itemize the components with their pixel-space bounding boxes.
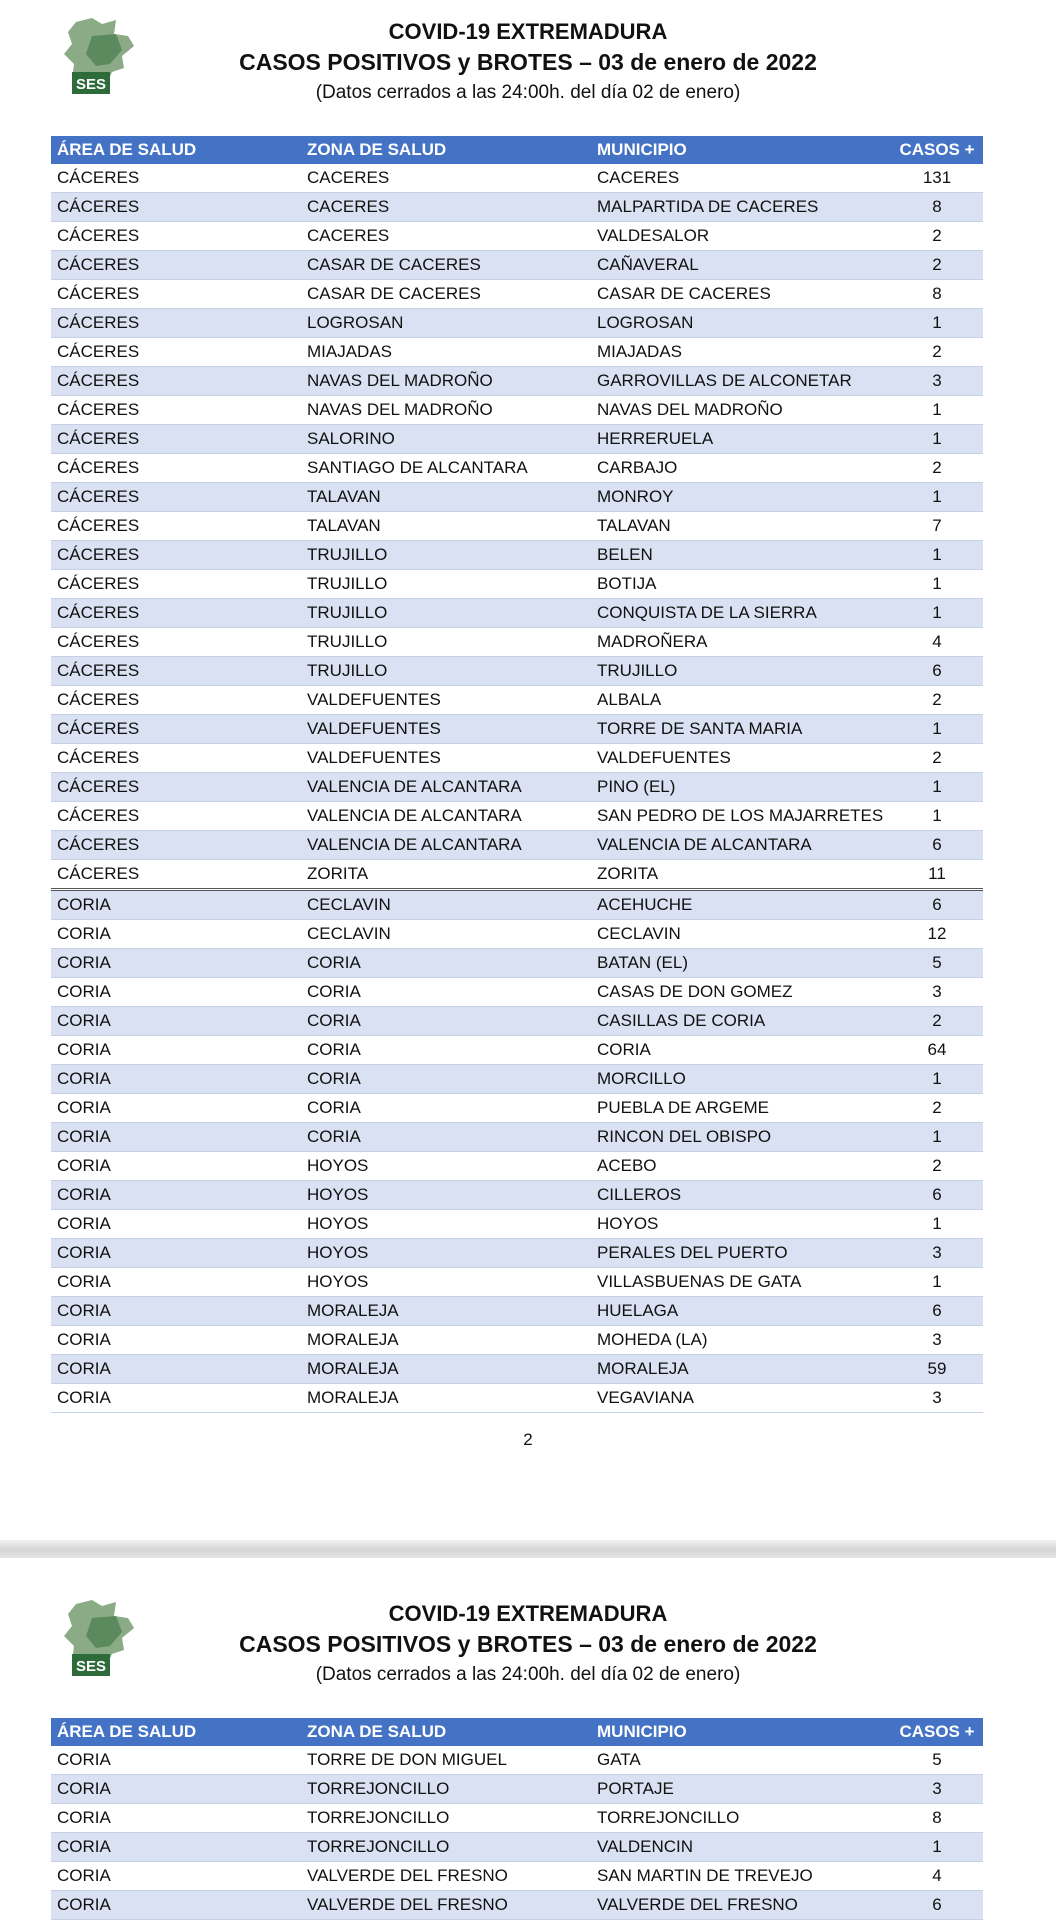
cell-municipio: PINO (EL) bbox=[591, 773, 891, 802]
table-row bbox=[51, 425, 983, 454]
cell-zona: CACERES bbox=[301, 164, 591, 193]
cell-zona: VALENCIA DE ALCANTARA bbox=[301, 802, 591, 831]
cell-area: CORIA bbox=[51, 1239, 301, 1268]
cell-casos: 4 bbox=[891, 628, 983, 657]
cell-zona: TORREJONCILLO bbox=[301, 1804, 591, 1833]
cell-area: CORIA bbox=[51, 1833, 301, 1862]
cell-municipio: MALPARTIDA DE CACERES bbox=[591, 193, 891, 222]
cell-zona: CORIA bbox=[301, 949, 591, 978]
table-row bbox=[51, 454, 983, 483]
cell-municipio: MONROY bbox=[591, 483, 891, 512]
column-header-casos: CASOS + bbox=[891, 1718, 983, 1746]
cell-area: CORIA bbox=[51, 1297, 301, 1326]
table-row bbox=[51, 251, 983, 280]
table-header-row bbox=[51, 1718, 983, 1746]
cell-zona: HOYOS bbox=[301, 1181, 591, 1210]
cell-municipio: MORCILLO bbox=[591, 1065, 891, 1094]
cell-zona: TRUJILLO bbox=[301, 628, 591, 657]
cell-zona: TALAVAN bbox=[301, 512, 591, 541]
cell-casos: 6 bbox=[891, 1891, 983, 1920]
cell-area: CÁCERES bbox=[51, 367, 301, 396]
table-row bbox=[51, 1355, 983, 1384]
cell-municipio: TORRE DE SANTA MARIA bbox=[591, 715, 891, 744]
cell-zona: HOYOS bbox=[301, 1239, 591, 1268]
cell-casos: 8 bbox=[891, 1804, 983, 1833]
cell-municipio: CONQUISTA DE LA SIERRA bbox=[591, 599, 891, 628]
cell-area: CÁCERES bbox=[51, 338, 301, 367]
cell-area: CORIA bbox=[51, 1862, 301, 1891]
cell-area: CÁCERES bbox=[51, 686, 301, 715]
table-header-row bbox=[51, 136, 983, 164]
cases-table bbox=[51, 136, 983, 1413]
table-row bbox=[51, 1094, 983, 1123]
cell-casos: 11 bbox=[891, 860, 983, 890]
table-row bbox=[51, 1210, 983, 1239]
table-row bbox=[51, 1268, 983, 1297]
cell-casos: 1 bbox=[891, 1123, 983, 1152]
cell-zona: TRUJILLO bbox=[301, 570, 591, 599]
table-row bbox=[51, 599, 983, 628]
cell-zona: CECLAVIN bbox=[301, 890, 591, 920]
cell-area: CORIA bbox=[51, 1094, 301, 1123]
cell-zona: VALDEFUENTES bbox=[301, 744, 591, 773]
cell-area: CÁCERES bbox=[51, 512, 301, 541]
table-row bbox=[51, 949, 983, 978]
column-header-zona: ZONA DE SALUD bbox=[301, 1718, 591, 1746]
page-title: COVID-19 EXTREMADURA bbox=[388, 19, 668, 44]
cell-zona: VALVERDE DEL FRESNO bbox=[301, 1891, 591, 1920]
table-row bbox=[51, 1007, 983, 1036]
cell-casos: 3 bbox=[891, 1239, 983, 1268]
cell-casos: 4 bbox=[891, 1862, 983, 1891]
cell-area: CÁCERES bbox=[51, 251, 301, 280]
cell-zona: CORIA bbox=[301, 1036, 591, 1065]
table-row bbox=[51, 1891, 983, 1920]
cell-casos: 6 bbox=[891, 1181, 983, 1210]
cell-casos: 59 bbox=[891, 1355, 983, 1384]
cell-zona: CECLAVIN bbox=[301, 920, 591, 949]
cell-municipio: SAN MARTIN DE TREVEJO bbox=[591, 1862, 891, 1891]
cell-casos: 1 bbox=[891, 309, 983, 338]
table-row bbox=[51, 367, 983, 396]
cell-municipio: GARROVILLAS DE ALCONETAR bbox=[591, 367, 891, 396]
cell-zona: CASAR DE CACERES bbox=[301, 280, 591, 309]
cell-zona: TORRE DE DON MIGUEL bbox=[301, 1746, 591, 1775]
cell-zona: MORALEJA bbox=[301, 1297, 591, 1326]
cell-casos: 6 bbox=[891, 657, 983, 686]
cell-zona: HOYOS bbox=[301, 1268, 591, 1297]
table-row bbox=[51, 920, 983, 949]
cell-area: CÁCERES bbox=[51, 454, 301, 483]
cell-municipio: VALDEFUENTES bbox=[591, 744, 891, 773]
cell-municipio: TALAVAN bbox=[591, 512, 891, 541]
cell-casos: 5 bbox=[891, 949, 983, 978]
table-row bbox=[51, 222, 983, 251]
cell-casos: 2 bbox=[891, 251, 983, 280]
cell-casos: 3 bbox=[891, 367, 983, 396]
cell-area: CÁCERES bbox=[51, 164, 301, 193]
cell-municipio: PUEBLA DE ARGEME bbox=[591, 1094, 891, 1123]
cell-casos: 7 bbox=[891, 512, 983, 541]
cell-zona: LOGROSAN bbox=[301, 309, 591, 338]
table-row bbox=[51, 396, 983, 425]
cell-casos: 1 bbox=[891, 396, 983, 425]
cell-area: CÁCERES bbox=[51, 483, 301, 512]
cell-municipio: BOTIJA bbox=[591, 570, 891, 599]
cell-zona: SALORINO bbox=[301, 425, 591, 454]
cell-municipio: VALVERDE DEL FRESNO bbox=[591, 1891, 891, 1920]
table-row bbox=[51, 686, 983, 715]
column-header-zona: ZONA DE SALUD bbox=[301, 136, 591, 164]
column-header-municipio: MUNICIPIO bbox=[591, 1718, 891, 1746]
table-row bbox=[51, 1804, 983, 1833]
table-row bbox=[51, 744, 983, 773]
cell-zona: HOYOS bbox=[301, 1210, 591, 1239]
cell-casos: 2 bbox=[891, 222, 983, 251]
cell-casos: 6 bbox=[891, 1297, 983, 1326]
cell-area: CÁCERES bbox=[51, 570, 301, 599]
cell-zona: MORALEJA bbox=[301, 1384, 591, 1413]
column-header-area: ÁREA DE SALUD bbox=[51, 1718, 301, 1746]
cell-municipio: HUELAGA bbox=[591, 1297, 891, 1326]
cell-municipio: BELEN bbox=[591, 541, 891, 570]
cell-zona: MIAJADAS bbox=[301, 338, 591, 367]
cell-casos: 12 bbox=[891, 920, 983, 949]
cell-area: CORIA bbox=[51, 1775, 301, 1804]
table-row bbox=[51, 483, 983, 512]
cell-casos: 2 bbox=[891, 454, 983, 483]
cell-casos: 2 bbox=[891, 744, 983, 773]
table-row bbox=[51, 802, 983, 831]
cell-zona: TRUJILLO bbox=[301, 599, 591, 628]
cell-area: CORIA bbox=[51, 1355, 301, 1384]
page-subtitle: CASOS POSITIVOS y BROTES – 03 de enero de 2022 bbox=[239, 1631, 817, 1657]
page-header bbox=[0, 16, 1056, 108]
cell-municipio: BATAN (EL) bbox=[591, 949, 891, 978]
cell-casos: 1 bbox=[891, 570, 983, 599]
cell-zona: CACERES bbox=[301, 222, 591, 251]
table-row bbox=[51, 831, 983, 860]
cell-municipio: CASAR DE CACERES bbox=[591, 280, 891, 309]
table-row bbox=[51, 1833, 983, 1862]
cell-casos: 1 bbox=[891, 425, 983, 454]
cell-casos: 1 bbox=[891, 541, 983, 570]
cell-municipio: MOHEDA (LA) bbox=[591, 1326, 891, 1355]
cell-area: CORIA bbox=[51, 1746, 301, 1775]
table-row bbox=[51, 512, 983, 541]
page-note: (Datos cerrados a las 24:00h. del día 02 de enero) bbox=[315, 1664, 741, 1685]
cell-area: CÁCERES bbox=[51, 657, 301, 686]
cell-casos: 6 bbox=[891, 890, 983, 920]
cases-table bbox=[51, 1718, 983, 1920]
cell-area: CORIA bbox=[51, 1123, 301, 1152]
cell-municipio: HERRERUELA bbox=[591, 425, 891, 454]
cell-zona: TORREJONCILLO bbox=[301, 1775, 591, 1804]
table-row bbox=[51, 309, 983, 338]
cell-casos: 131 bbox=[891, 164, 983, 193]
table-row bbox=[51, 1123, 983, 1152]
cell-casos: 3 bbox=[891, 1384, 983, 1413]
cell-zona: TORREJONCILLO bbox=[301, 1833, 591, 1862]
table-row bbox=[51, 1746, 983, 1775]
table-row bbox=[51, 164, 983, 193]
cell-area: CORIA bbox=[51, 1326, 301, 1355]
cell-municipio: VALDESALOR bbox=[591, 222, 891, 251]
cell-area: CÁCERES bbox=[51, 860, 301, 890]
cell-casos: 1 bbox=[891, 1268, 983, 1297]
table-row bbox=[51, 1152, 983, 1181]
cell-casos: 1 bbox=[891, 773, 983, 802]
cell-zona: NAVAS DEL MADROÑO bbox=[301, 367, 591, 396]
table-row bbox=[51, 860, 983, 890]
table-row bbox=[51, 280, 983, 309]
cell-municipio: CACERES bbox=[591, 164, 891, 193]
cell-municipio: VALDENCIN bbox=[591, 1833, 891, 1862]
cell-municipio: TRUJILLO bbox=[591, 657, 891, 686]
cell-zona: TALAVAN bbox=[301, 483, 591, 512]
cell-municipio: TORREJONCILLO bbox=[591, 1804, 891, 1833]
cell-area: CORIA bbox=[51, 1804, 301, 1833]
cell-casos: 1 bbox=[891, 802, 983, 831]
cell-casos: 3 bbox=[891, 978, 983, 1007]
table-row bbox=[51, 1036, 983, 1065]
cell-zona: HOYOS bbox=[301, 1152, 591, 1181]
table-row bbox=[51, 1181, 983, 1210]
cell-casos: 1 bbox=[891, 599, 983, 628]
cell-casos: 2 bbox=[891, 1094, 983, 1123]
cell-municipio: PERALES DEL PUERTO bbox=[591, 1239, 891, 1268]
cell-casos: 1 bbox=[891, 1833, 983, 1862]
table-row bbox=[51, 1326, 983, 1355]
cell-casos: 3 bbox=[891, 1775, 983, 1804]
cell-area: CÁCERES bbox=[51, 715, 301, 744]
cell-area: CORIA bbox=[51, 1007, 301, 1036]
cell-municipio: VALENCIA DE ALCANTARA bbox=[591, 831, 891, 860]
table-row bbox=[51, 1297, 983, 1326]
cell-municipio: CILLEROS bbox=[591, 1181, 891, 1210]
page-gap bbox=[0, 1540, 1056, 1558]
cell-municipio: RINCON DEL OBISPO bbox=[591, 1123, 891, 1152]
cell-casos: 2 bbox=[891, 1007, 983, 1036]
cell-area: CÁCERES bbox=[51, 541, 301, 570]
cell-municipio: SAN PEDRO DE LOS MAJARRETES bbox=[591, 802, 891, 831]
cell-casos: 1 bbox=[891, 1065, 983, 1094]
cell-area: CORIA bbox=[51, 1036, 301, 1065]
cell-zona: CORIA bbox=[301, 978, 591, 1007]
cell-casos: 2 bbox=[891, 686, 983, 715]
cell-casos: 64 bbox=[891, 1036, 983, 1065]
logo-text: SES bbox=[75, 1658, 107, 1675]
cell-municipio: MADROÑERA bbox=[591, 628, 891, 657]
table-row bbox=[51, 1862, 983, 1891]
cell-area: CORIA bbox=[51, 978, 301, 1007]
cell-municipio: CASILLAS DE CORIA bbox=[591, 1007, 891, 1036]
page-note: (Datos cerrados a las 24:00h. del día 02 de enero) bbox=[315, 82, 741, 103]
cell-area: CORIA bbox=[51, 949, 301, 978]
cell-zona: CORIA bbox=[301, 1123, 591, 1152]
cell-area: CÁCERES bbox=[51, 396, 301, 425]
cell-zona: TRUJILLO bbox=[301, 657, 591, 686]
table-row bbox=[51, 1239, 983, 1268]
cell-zona: CASAR DE CACERES bbox=[301, 251, 591, 280]
cell-municipio: MIAJADAS bbox=[591, 338, 891, 367]
cell-zona: VALENCIA DE ALCANTARA bbox=[301, 831, 591, 860]
cell-area: CORIA bbox=[51, 890, 301, 920]
cell-municipio: VILLASBUENAS DE GATA bbox=[591, 1268, 891, 1297]
cell-zona: VALVERDE DEL FRESNO bbox=[301, 1862, 591, 1891]
cell-area: CORIA bbox=[51, 1210, 301, 1239]
cell-area: CÁCERES bbox=[51, 802, 301, 831]
cell-zona: VALDEFUENTES bbox=[301, 686, 591, 715]
cell-casos: 3 bbox=[891, 1326, 983, 1355]
cell-municipio: ZORITA bbox=[591, 860, 891, 890]
table-row bbox=[51, 628, 983, 657]
cell-municipio: CORIA bbox=[591, 1036, 891, 1065]
table-row bbox=[51, 1384, 983, 1413]
cell-area: CÁCERES bbox=[51, 309, 301, 338]
cell-municipio: HOYOS bbox=[591, 1210, 891, 1239]
cell-municipio: CAÑAVERAL bbox=[591, 251, 891, 280]
cell-municipio: GATA bbox=[591, 1746, 891, 1775]
page-subtitle: CASOS POSITIVOS y BROTES – 03 de enero de 2022 bbox=[239, 49, 817, 75]
cell-zona: CORIA bbox=[301, 1094, 591, 1123]
table-row bbox=[51, 338, 983, 367]
table-row bbox=[51, 1775, 983, 1804]
cell-municipio: PORTAJE bbox=[591, 1775, 891, 1804]
cell-municipio: ACEHUCHE bbox=[591, 890, 891, 920]
table-row bbox=[51, 193, 983, 222]
cell-area: CÁCERES bbox=[51, 628, 301, 657]
cell-zona: MORALEJA bbox=[301, 1355, 591, 1384]
cell-area: CÁCERES bbox=[51, 831, 301, 860]
cell-area: CÁCERES bbox=[51, 773, 301, 802]
cell-area: CORIA bbox=[51, 1152, 301, 1181]
cell-zona: ZORITA bbox=[301, 860, 591, 890]
cell-municipio: MORALEJA bbox=[591, 1355, 891, 1384]
cell-casos: 1 bbox=[891, 715, 983, 744]
cell-zona: CORIA bbox=[301, 1007, 591, 1036]
cell-area: CORIA bbox=[51, 1384, 301, 1413]
cell-municipio: VEGAVIANA bbox=[591, 1384, 891, 1413]
cell-casos: 6 bbox=[891, 831, 983, 860]
cell-casos: 8 bbox=[891, 280, 983, 309]
page-header bbox=[0, 1598, 1056, 1690]
cell-zona: NAVAS DEL MADROÑO bbox=[301, 396, 591, 425]
cell-zona: TRUJILLO bbox=[301, 541, 591, 570]
cell-area: CÁCERES bbox=[51, 744, 301, 773]
cell-zona: SANTIAGO DE ALCANTARA bbox=[301, 454, 591, 483]
column-header-casos: CASOS + bbox=[891, 136, 983, 164]
table-row bbox=[51, 773, 983, 802]
column-header-area: ÁREA DE SALUD bbox=[51, 136, 301, 164]
table-row bbox=[51, 1065, 983, 1094]
logo-text: SES bbox=[75, 76, 107, 93]
cell-area: CÁCERES bbox=[51, 425, 301, 454]
cell-zona: CACERES bbox=[301, 193, 591, 222]
table-row bbox=[51, 890, 983, 920]
table-row bbox=[51, 657, 983, 686]
cell-zona: VALENCIA DE ALCANTARA bbox=[301, 773, 591, 802]
table-row bbox=[51, 978, 983, 1007]
cell-area: CÁCERES bbox=[51, 193, 301, 222]
cell-zona: VALDEFUENTES bbox=[301, 715, 591, 744]
cell-municipio: CASAS DE DON GOMEZ bbox=[591, 978, 891, 1007]
cell-zona: CORIA bbox=[301, 1065, 591, 1094]
cell-municipio: ACEBO bbox=[591, 1152, 891, 1181]
cell-area: CORIA bbox=[51, 1181, 301, 1210]
page-number: 2 bbox=[523, 1430, 533, 1449]
cell-casos: 5 bbox=[891, 1746, 983, 1775]
table-row bbox=[51, 541, 983, 570]
cell-area: CORIA bbox=[51, 920, 301, 949]
cell-area: CÁCERES bbox=[51, 599, 301, 628]
cell-area: CÁCERES bbox=[51, 280, 301, 309]
cell-area: CORIA bbox=[51, 1065, 301, 1094]
table-row bbox=[51, 570, 983, 599]
cell-casos: 1 bbox=[891, 1210, 983, 1239]
cell-zona: MORALEJA bbox=[301, 1326, 591, 1355]
cell-casos: 1 bbox=[891, 483, 983, 512]
cell-municipio: CARBAJO bbox=[591, 454, 891, 483]
cell-municipio: ALBALA bbox=[591, 686, 891, 715]
cell-area: CORIA bbox=[51, 1268, 301, 1297]
column-header-municipio: MUNICIPIO bbox=[591, 136, 891, 164]
table-row bbox=[51, 715, 983, 744]
cell-municipio: LOGROSAN bbox=[591, 309, 891, 338]
cell-municipio: NAVAS DEL MADROÑO bbox=[591, 396, 891, 425]
cell-casos: 2 bbox=[891, 1152, 983, 1181]
cell-casos: 2 bbox=[891, 338, 983, 367]
cell-casos: 8 bbox=[891, 193, 983, 222]
cell-area: CÁCERES bbox=[51, 222, 301, 251]
page-title: COVID-19 EXTREMADURA bbox=[388, 1601, 668, 1626]
cell-municipio: CECLAVIN bbox=[591, 920, 891, 949]
cell-area: CORIA bbox=[51, 1891, 301, 1920]
